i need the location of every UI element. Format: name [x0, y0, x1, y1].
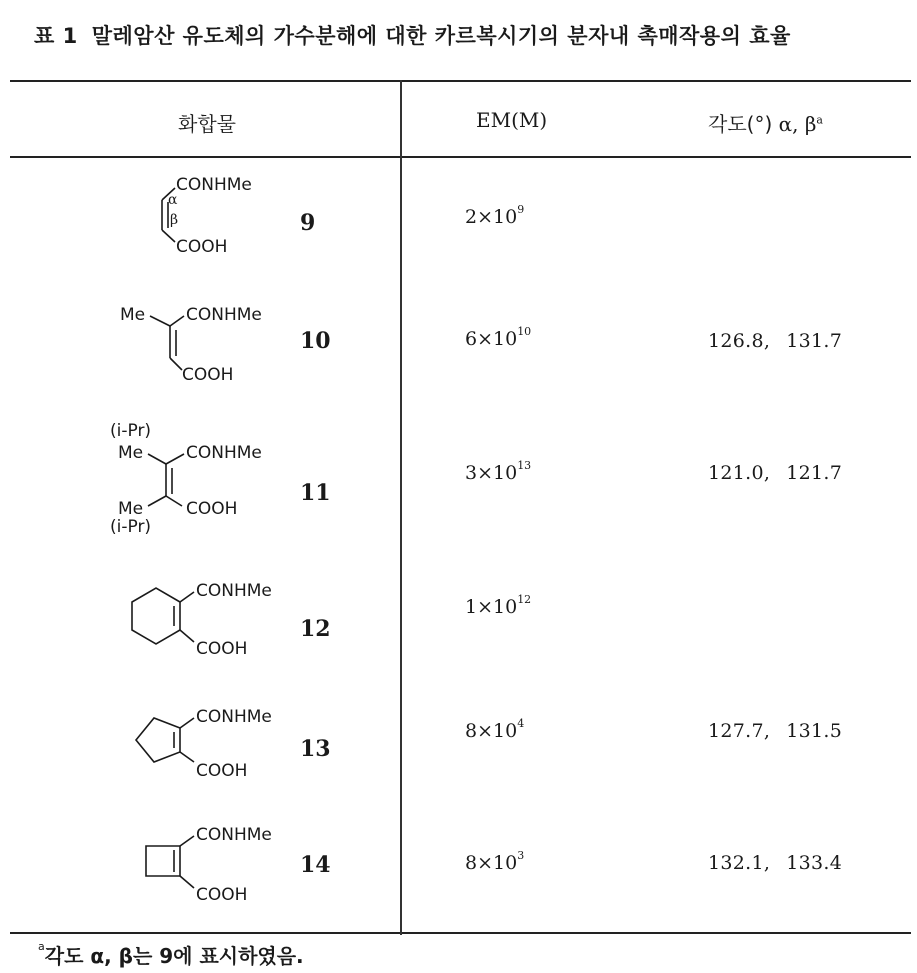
footnote	[38, 940, 304, 969]
struct-9-beta: β	[170, 212, 179, 228]
angle-alpha: 127.7,	[708, 720, 771, 742]
struct-13-top: CONHMe	[196, 707, 272, 727]
em-exponent: 10	[517, 325, 532, 338]
footnote-text: 각도 α, β는 9에 표시하였음.	[44, 944, 304, 968]
struct-14-bottom: COOH	[196, 885, 248, 905]
em-value	[465, 203, 525, 228]
struct-10-bottom: COOH	[182, 365, 234, 385]
header-rule	[10, 156, 911, 158]
structure-10	[100, 300, 300, 390]
header-angle	[708, 108, 823, 137]
em-exponent: 12	[517, 593, 532, 606]
table-number: 표 1	[34, 24, 78, 48]
em-base: 8×10	[465, 852, 518, 874]
struct-12-top: CONHMe	[196, 581, 272, 601]
bottom-rule	[10, 932, 911, 934]
struct-9-bottom: COOH	[176, 237, 228, 257]
compound-number: 9	[300, 210, 316, 236]
struct-9-top: CONHMe	[176, 175, 252, 195]
em-exponent: 13	[517, 459, 532, 472]
em-exponent: 4	[517, 717, 525, 730]
angle-beta: 121.7	[786, 462, 843, 484]
em-value	[465, 717, 525, 742]
table-title	[34, 20, 791, 50]
angle-values	[708, 720, 842, 742]
compound-number: 12	[300, 616, 331, 642]
compound-number: 13	[300, 736, 331, 762]
em-base: 8×10	[465, 720, 518, 742]
struct-11-sub-top: Me	[118, 443, 144, 463]
structure-9	[100, 170, 300, 270]
structure-11	[104, 418, 304, 548]
angle-values	[708, 330, 842, 352]
angle-beta: 131.7	[786, 330, 843, 352]
em-value	[465, 459, 532, 484]
struct-11-ipr-bottom: (i-Pr)	[110, 517, 152, 537]
header-compound: 화합물	[178, 112, 236, 136]
struct-11-top: CONHMe	[186, 443, 262, 463]
header-angle-label: 각도(°)	[708, 112, 773, 136]
header-angle-note: a	[816, 113, 823, 127]
em-exponent: 3	[517, 849, 525, 862]
em-value	[465, 849, 525, 874]
em-base: 1×10	[465, 596, 518, 618]
angle-beta: 131.5	[786, 720, 843, 742]
angle-alpha: 121.0,	[708, 462, 771, 484]
em-value	[465, 325, 532, 350]
structure-13	[110, 700, 320, 790]
angle-alpha: 132.1,	[708, 852, 771, 874]
struct-14-top: CONHMe	[196, 825, 272, 845]
em-base: 3×10	[465, 462, 518, 484]
angle-values	[708, 596, 724, 618]
angle-beta: 133.4	[786, 852, 843, 874]
angle-alpha: 126.8,	[708, 330, 771, 352]
struct-10-top: CONHMe	[186, 305, 262, 325]
angle-values	[708, 206, 724, 228]
em-value	[465, 593, 532, 618]
compound-number: 10	[300, 328, 331, 354]
structure-12	[110, 572, 320, 672]
header-angle-symbols: α, β	[778, 112, 817, 136]
footnote-mark: a	[38, 940, 45, 953]
struct-11-sub-bottom: Me	[118, 499, 144, 519]
em-exponent: 9	[517, 203, 525, 216]
em-base: 6×10	[465, 328, 518, 350]
structure-14	[110, 818, 320, 914]
compound-number: 11	[300, 480, 331, 506]
column-divider	[400, 80, 402, 935]
struct-11-bottom: COOH	[186, 499, 238, 519]
table-caption: 말레암산 유도체의 가수분해에 대한 카르복시기의 분자내 촉매작용의 효율	[91, 24, 791, 48]
struct-12-bottom: COOH	[196, 639, 248, 659]
struct-13-bottom: COOH	[196, 761, 248, 781]
angle-values	[708, 852, 842, 874]
struct-9-alpha: α	[168, 192, 178, 208]
compound-number: 14	[300, 852, 331, 878]
top-rule	[10, 80, 911, 82]
em-base: 2×10	[465, 206, 518, 228]
struct-11-ipr-top: (i-Pr)	[110, 421, 152, 441]
header-em: EM(M)	[476, 108, 548, 132]
struct-10-sub: Me	[120, 305, 146, 325]
angle-values	[708, 462, 842, 484]
